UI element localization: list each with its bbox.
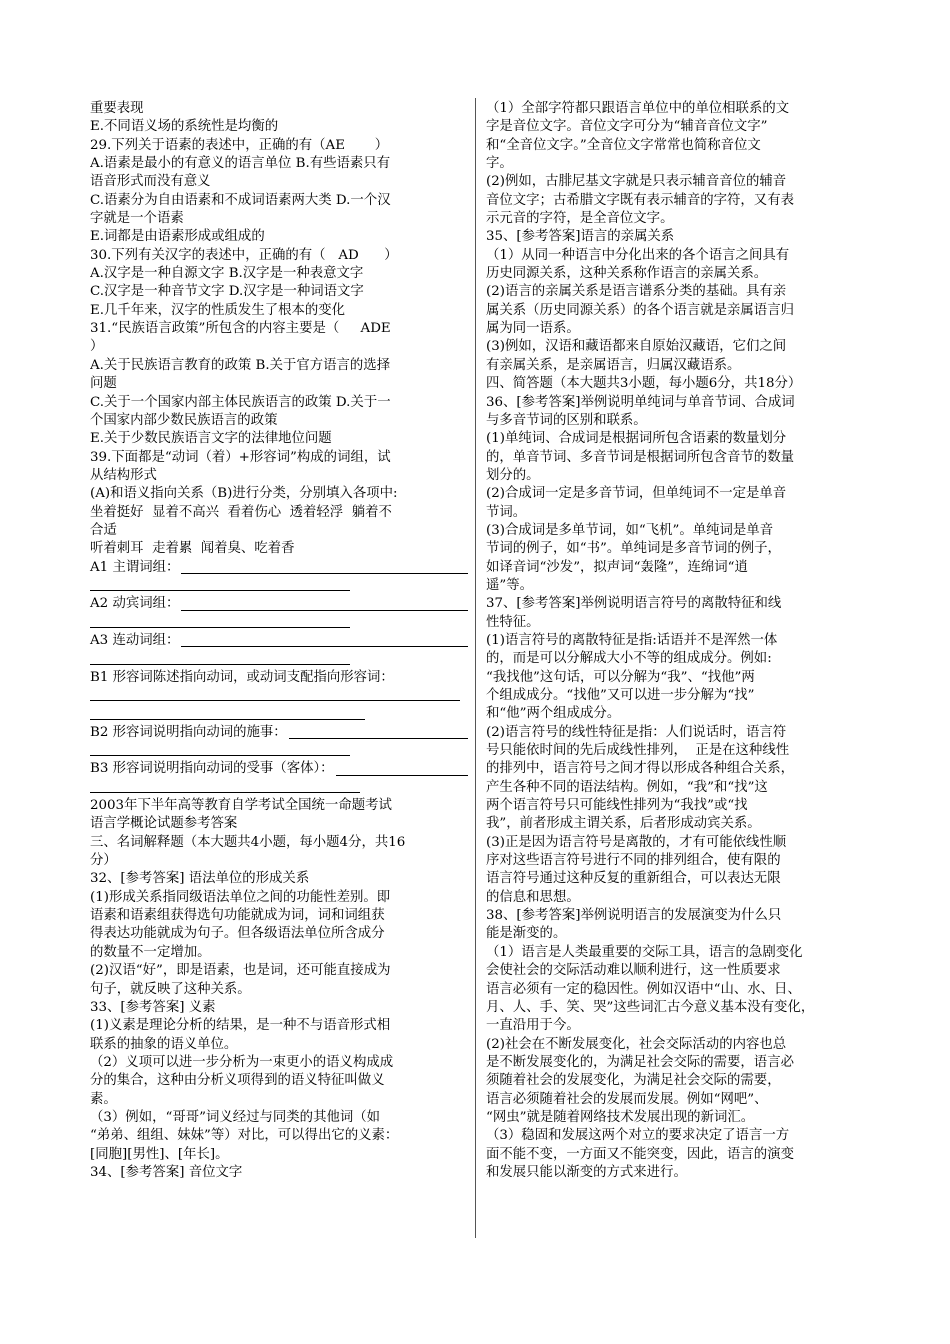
text-line: 合适 xyxy=(90,522,117,538)
text-line: 与多音节词的区别和联系。 xyxy=(486,412,647,428)
text-line: 38、[参考答案]举例说明语言的发展演变为什么只 xyxy=(486,908,782,924)
answer-blank-line xyxy=(90,779,468,797)
answer-blank-line xyxy=(90,577,468,595)
text-line: 34、[参考答案] 音位文字 xyxy=(90,1164,243,1180)
text-line: (1)义素是理论分析的结果，是一种不与语音形式相 xyxy=(90,1018,391,1034)
answer-blank-line xyxy=(181,610,468,611)
text-line: (A)和语义指向关系（B)进行分类，分别填入各项中: xyxy=(90,486,398,502)
text-line: 的，单音节词、多音节词是根据词所包含音节的数量 xyxy=(486,449,794,465)
text-line: C.语素分为自由语素和不成词语素两大类 D.一个汉 xyxy=(90,192,391,208)
text-line: 能是渐变的。 xyxy=(486,926,567,942)
text-line: 四、简答题（本大题共3小题，每小题6分，共18分） xyxy=(486,376,802,392)
text-line: 划分的。 xyxy=(486,467,540,483)
answer-field-label: A1 主谓词组： xyxy=(90,559,180,575)
text-line: 联系的抽象的语义单位。 xyxy=(90,1036,238,1052)
answer-blank-line xyxy=(90,614,468,632)
text-line: 语言必须随着社会的发展而发展。例如“网吧”、 xyxy=(486,1091,768,1107)
text-line: 有亲属关系，是亲属语言，归属汉藏语系。 xyxy=(486,357,741,373)
text-line: (1)单纯词、合成词是根据词所包含语素的数量划分 xyxy=(486,431,787,447)
text-line: 节词的例子，如“书”。单纯词是多音节词的例子， xyxy=(486,541,781,557)
text-line: 属关系（历史同源关系）的各个语言就是亲属语言归 xyxy=(486,302,794,318)
answer-blank-line xyxy=(336,775,468,776)
text-line: 产生各种不同的语法结构。例如，“我”和“找”这 xyxy=(486,779,768,795)
text-line: A.汉字是一种自源文字 B.汉字是一种表意文字 xyxy=(90,266,364,282)
text-line: [同胞][男性]、[年长]。 xyxy=(90,1146,229,1162)
text-line: A.语素是最小的有意义的语言单位 B.有些语素只有 xyxy=(90,156,391,172)
text-line: （1）语言是人类最重要的交际工具，语言的急剧变化 xyxy=(486,944,803,960)
text-line: 句子，就反映了这种关系。 xyxy=(90,981,251,997)
text-line: 语音形式而没有意义 xyxy=(90,174,211,190)
text-line: C.关于一个国家内部主体民族语言的政策 D.关于一 xyxy=(90,394,391,410)
answer-field xyxy=(90,559,468,577)
text-line: 语言学概论试题参考答案 xyxy=(90,816,238,832)
text-line: 的数量不一定增加。 xyxy=(90,944,211,960)
answer-field xyxy=(90,669,468,687)
text-line: (2)汉语“好”，即是语素，也是词，还可能直接成为 xyxy=(90,963,391,979)
text-line: 遥”等。 xyxy=(486,577,534,593)
text-line: 从结构形式 xyxy=(90,467,157,483)
text-line: 我”，前者形成主谓关系，后者形成动宾关系。 xyxy=(486,816,761,832)
column-divider xyxy=(475,98,476,1238)
text-line: “网虫”就是随着网络技术发展出现的新词汇。 xyxy=(486,1109,755,1125)
answer-field-label: A3 连动词组： xyxy=(90,632,180,648)
answer-field xyxy=(90,595,468,613)
text-line: 36、[参考答案]举例说明单纯词与单音节词、合成词 xyxy=(486,394,795,410)
text-line: 37、[参考答案]举例说明语言符号的离散特征和线 xyxy=(486,596,782,612)
text-line: 和“全音位文字。”全音位文字常常也简称音位文 xyxy=(486,137,761,153)
text-line: 音位文字；古希腊文字既有表示辅音的字符，又有表 xyxy=(486,192,794,208)
answer-field xyxy=(90,760,468,778)
answer-blank-line xyxy=(90,687,468,705)
text-line: 2003年下半年高等教育自学考试全国统一命题考试 xyxy=(90,798,392,814)
text-line: 29.下列关于语素的表述中，正确的有（AE ） xyxy=(90,137,389,153)
text-line: 语言符号通过这种反复的重新组合，可以表达无限 xyxy=(486,871,781,887)
text-line: “我找他”这句话，可以分解为“我”、“找他”两 xyxy=(486,669,755,685)
text-line: (2)语言符号的线性特征是指：人们说话时，语言符 xyxy=(486,724,787,740)
text-line: 性特征。 xyxy=(486,614,540,630)
text-line: （1）全部字符都只跟语言单位中的单位相联系的文 xyxy=(486,101,790,116)
answer-blank-line xyxy=(181,573,468,574)
text-line: E.不同语义场的系统性是均衡的 xyxy=(90,119,279,135)
text-line: ） xyxy=(90,339,104,355)
answer-field xyxy=(90,632,468,650)
text-line: 重要表现 xyxy=(90,101,144,116)
text-line: C.汉字是一种音节文字 D.汉字是一种词语文字 xyxy=(90,284,364,300)
text-line: “弟弟、组组、妹妹”等）对比，可以得出它的义素： xyxy=(90,1128,399,1144)
text-line: 坐着挺好 显着不高兴 看着伤心 透着轻浮 躺着不 xyxy=(90,504,392,520)
text-line: 序对这些语言符号进行不同的排列组合，使有限的 xyxy=(486,853,781,869)
text-line: E.几千年来，汉字的性质发生了根本的变化 xyxy=(90,302,346,318)
answer-field-label: B3 形容词说明指向动词的受事（客体）： xyxy=(90,761,334,777)
text-line: 素。 xyxy=(90,1091,117,1107)
text-line: (2)例如，古腓尼基文字就是只表示辅音音位的辅音 xyxy=(486,174,787,190)
text-line: 35、[参考答案]语言的亲属关系 xyxy=(486,229,675,245)
answer-field xyxy=(90,724,468,742)
text-line: 两个语言符号只可能线性排列为“我找”或“找 xyxy=(486,798,748,814)
text-line: 历史同源关系，这种关系称作语言的亲属关系。 xyxy=(486,266,768,282)
answer-field-label: B1 形容词陈述指向动词，或动词支配指向形容词： xyxy=(90,669,394,685)
text-line: 和发展只能以渐变的方式来进行。 xyxy=(486,1164,687,1180)
text-line: (1)语言符号的离散特征是指:话语并不是浑然一体 xyxy=(486,632,778,648)
text-line: 个国家内部少数民族语言的政策 xyxy=(90,412,278,428)
text-line: （2）义项可以进一步分析为一束更小的语义构成成 xyxy=(90,1054,394,1070)
text-line: 分的集合，这种由分析义项得到的语义特征叫做义 xyxy=(90,1073,385,1089)
answer-blank-line xyxy=(90,650,468,668)
text-line: 分） xyxy=(90,853,117,869)
text-line: 的排列中，语言符号之间才得以形成各种组合关系， xyxy=(486,761,794,777)
answer-blank-line xyxy=(90,742,468,760)
text-line: 的，而是可以分解成大小不等的组成成分。例如: xyxy=(486,651,772,667)
answer-blank-line xyxy=(181,646,468,647)
text-line: 问题 xyxy=(90,376,117,392)
text-line: (2)合成词一定是多音节词，但单纯词不一定是单音 xyxy=(486,486,787,502)
text-line: （3）例如，“哥哥”词义经过与同类的其他词（如 xyxy=(90,1109,381,1125)
text-line: 33、[参考答案] 义素 xyxy=(90,999,216,1015)
text-line: 节词。 xyxy=(486,504,527,520)
text-line: 30.下列有关汉字的表述中，正确的有（ AD ） xyxy=(90,247,398,263)
text-line: (1)形成关系指同级语法单位之间的功能性差别。即 xyxy=(90,889,391,905)
text-line: 属为同一语系。 xyxy=(486,321,580,337)
text-line: 面不能不变，一方面又不能突变，因此，语言的演变 xyxy=(486,1146,794,1162)
text-line: (2)语言的亲属关系是语言谱系分类的基础。具有亲 xyxy=(486,284,787,300)
text-line: 会使社会的交际活动难以顺利进行，这一性质要求 xyxy=(486,963,781,979)
text-line: 听着刺耳 走着累 闻着臭、吃着香 xyxy=(90,541,295,557)
text-line: 39.下面都是“动词（着）+形容词”构成的词组，试 xyxy=(90,449,391,465)
left-column xyxy=(90,100,468,1182)
text-line: （1）从同一种语言中分化出来的各个语言之间具有 xyxy=(486,247,790,263)
answer-blank-line xyxy=(289,738,468,739)
text-line: 如译音词“沙发”，拟声词“轰隆”，连绵词“逍 xyxy=(486,559,748,575)
answer-blank-line xyxy=(90,705,468,723)
text-line: 是不断发展变化的，为满足社会交际的需要，语言必 xyxy=(486,1054,794,1070)
right-column xyxy=(486,100,864,1182)
text-line: 31.“民族语言政策”所包含的内容主要是（ ADE xyxy=(90,321,391,337)
text-line: A.关于民族语言教育的政策 B.关于官方语言的选择 xyxy=(90,357,391,373)
answer-field-label: B2 形容词说明指向动词的施事： xyxy=(90,724,287,740)
text-line: 月、人、手、笑、哭”这些词汇古今意义基本没有变化， xyxy=(486,999,815,1015)
text-line: 语言必须有一定的稳因性。例如汉语中“山、水、日、 xyxy=(486,981,801,997)
text-line: E.关于少数民族语言文字的法律地位问题 xyxy=(90,431,332,447)
text-line: (3)合成词是多单节词，如“飞机”。单纯词是单音 xyxy=(486,522,774,538)
text-line: 的信息和思想。 xyxy=(486,889,580,905)
text-line: (3)例如，汉语和藏语都来自原始汉藏语，它们之间 xyxy=(486,339,787,355)
text-line: 三、名词解释题（本大题共4小题，每小题4分，共16 xyxy=(90,834,406,850)
text-line: E.词都是由语素形成或组成的 xyxy=(90,229,265,245)
text-line: 一直沿用于今。 xyxy=(486,1018,580,1034)
text-line: 语素和语素组获得选句功能就成为词，词和词组获 xyxy=(90,908,385,924)
text-line: 示元音的字符，是全音位文字。 xyxy=(486,211,674,227)
text-line: 字是音位文字。音位文字可分为“辅音音位文字” xyxy=(486,119,768,135)
text-line: 个组成成分。“找他”又可以进一步分解为“找” xyxy=(486,688,755,703)
text-line: 号只能依时间的先后成线性排列， 正是在这种线性 xyxy=(486,743,790,759)
text-line: 字。 xyxy=(486,156,513,172)
text-line: 字就是一个语素 xyxy=(90,211,184,227)
text-line: (2)社会在不断发展变化，社会交际活动的内容也总 xyxy=(486,1036,787,1052)
answer-field-label: A2 动宾词组： xyxy=(90,596,180,612)
text-line: 32、[参考答案] 语法单位的形成关系 xyxy=(90,871,310,887)
text-line: (3)正是因为语言符号是离散的，才有可能依线性顺 xyxy=(486,834,787,850)
text-line: 得表达功能就成为句子。但各级语法单位所含成分 xyxy=(90,926,385,942)
text-line: 须随着社会的发展变化，为满足社会交际的需要， xyxy=(486,1073,781,1089)
text-line: 和“他”两个组成成分。 xyxy=(486,706,621,722)
text-line: （3）稳固和发展这两个对立的要求决定了语言一方 xyxy=(486,1128,790,1144)
